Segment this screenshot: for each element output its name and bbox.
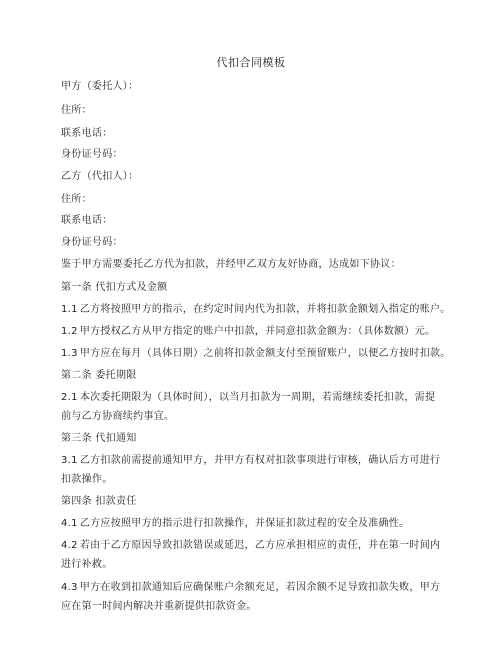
clause-text: 乙方应按照甲方的指示进行扣款操作，并保证扣款过程的安全及准确性。: [79, 518, 410, 529]
party-b-phone: 联系电话：: [61, 215, 113, 226]
article-1-heading: 第一条 代扣方式及金额: [61, 282, 168, 293]
clause-number: 3.1: [61, 455, 78, 466]
clause-text: 本次委托期限为（具体时间），以当月扣款为一周期，若需继续委托扣款，需提前与乙方协商续约事宜。: [61, 392, 436, 422]
clause-text: 甲方应在每月（具体日期）之前将扣款金额支付至预留账户，以便乙方按时扣款。: [79, 348, 451, 359]
clause-number: 1.3: [61, 348, 78, 359]
article-4-heading: 第四条 扣款责任: [61, 496, 137, 507]
party-a-phone: 联系电话：: [61, 128, 113, 139]
clause-number: 1.2: [61, 326, 78, 337]
party-a-id: 身份证号码：: [61, 149, 123, 160]
party-a-heading: 甲方（委托人）：: [61, 81, 139, 92]
clause-text: 若由于乙方原因导致扣款错误或延迟，乙方应承担相应的责任，并在第一时间内进行补救。: [61, 540, 441, 570]
clause-2-1: [61, 388, 441, 426]
clause-4-1: [61, 517, 409, 530]
clause-4-3: [61, 578, 441, 616]
clause-text: 甲方在收到扣款通知后应确保账户余额充足，若因余额不足导致扣款失败，甲方应在第一时间内解决并重新提供扣款资金。: [61, 582, 441, 612]
party-a-address: 住所：: [61, 105, 92, 116]
clause-number: 4.2: [61, 540, 78, 551]
party-b-address: 住所：: [61, 194, 92, 205]
article-2-heading: 第二条 委托期限: [61, 370, 137, 381]
document-title: 代扣合同模板: [216, 56, 286, 69]
clause-4-2: [61, 536, 441, 574]
clause-3-1: [61, 451, 441, 489]
clause-1-2: [61, 325, 435, 338]
party-b-heading: 乙方（代扣人）：: [61, 171, 139, 182]
preamble: 鉴于甲方需要委托乙方代为扣款，并经甲乙双方友好协商，达成如下协议：: [61, 259, 401, 270]
clause-1-3: [61, 347, 451, 360]
clause-text: 乙方扣款前需提前通知甲方，并甲方有权对扣款事项进行审核，确认后方可进行扣款操作。: [61, 455, 441, 485]
clause-text: 甲方授权乙方从甲方指定的账户中扣款，并同意扣款金额为：（具体数额）元。: [79, 326, 436, 337]
clause-number: 1.1: [61, 304, 78, 315]
article-3-heading: 第三条 代扣通知: [61, 433, 137, 444]
clause-1-1: [61, 303, 451, 316]
clause-number: 4.3: [61, 582, 78, 593]
clause-number: 4.1: [61, 518, 78, 529]
party-b-id: 身份证号码：: [61, 237, 123, 248]
clause-text: 乙方将按照甲方的指示，在约定时间内代为扣款，并将扣款金额划入指定的账户。: [79, 304, 451, 315]
clause-number: 2.1: [61, 392, 78, 403]
